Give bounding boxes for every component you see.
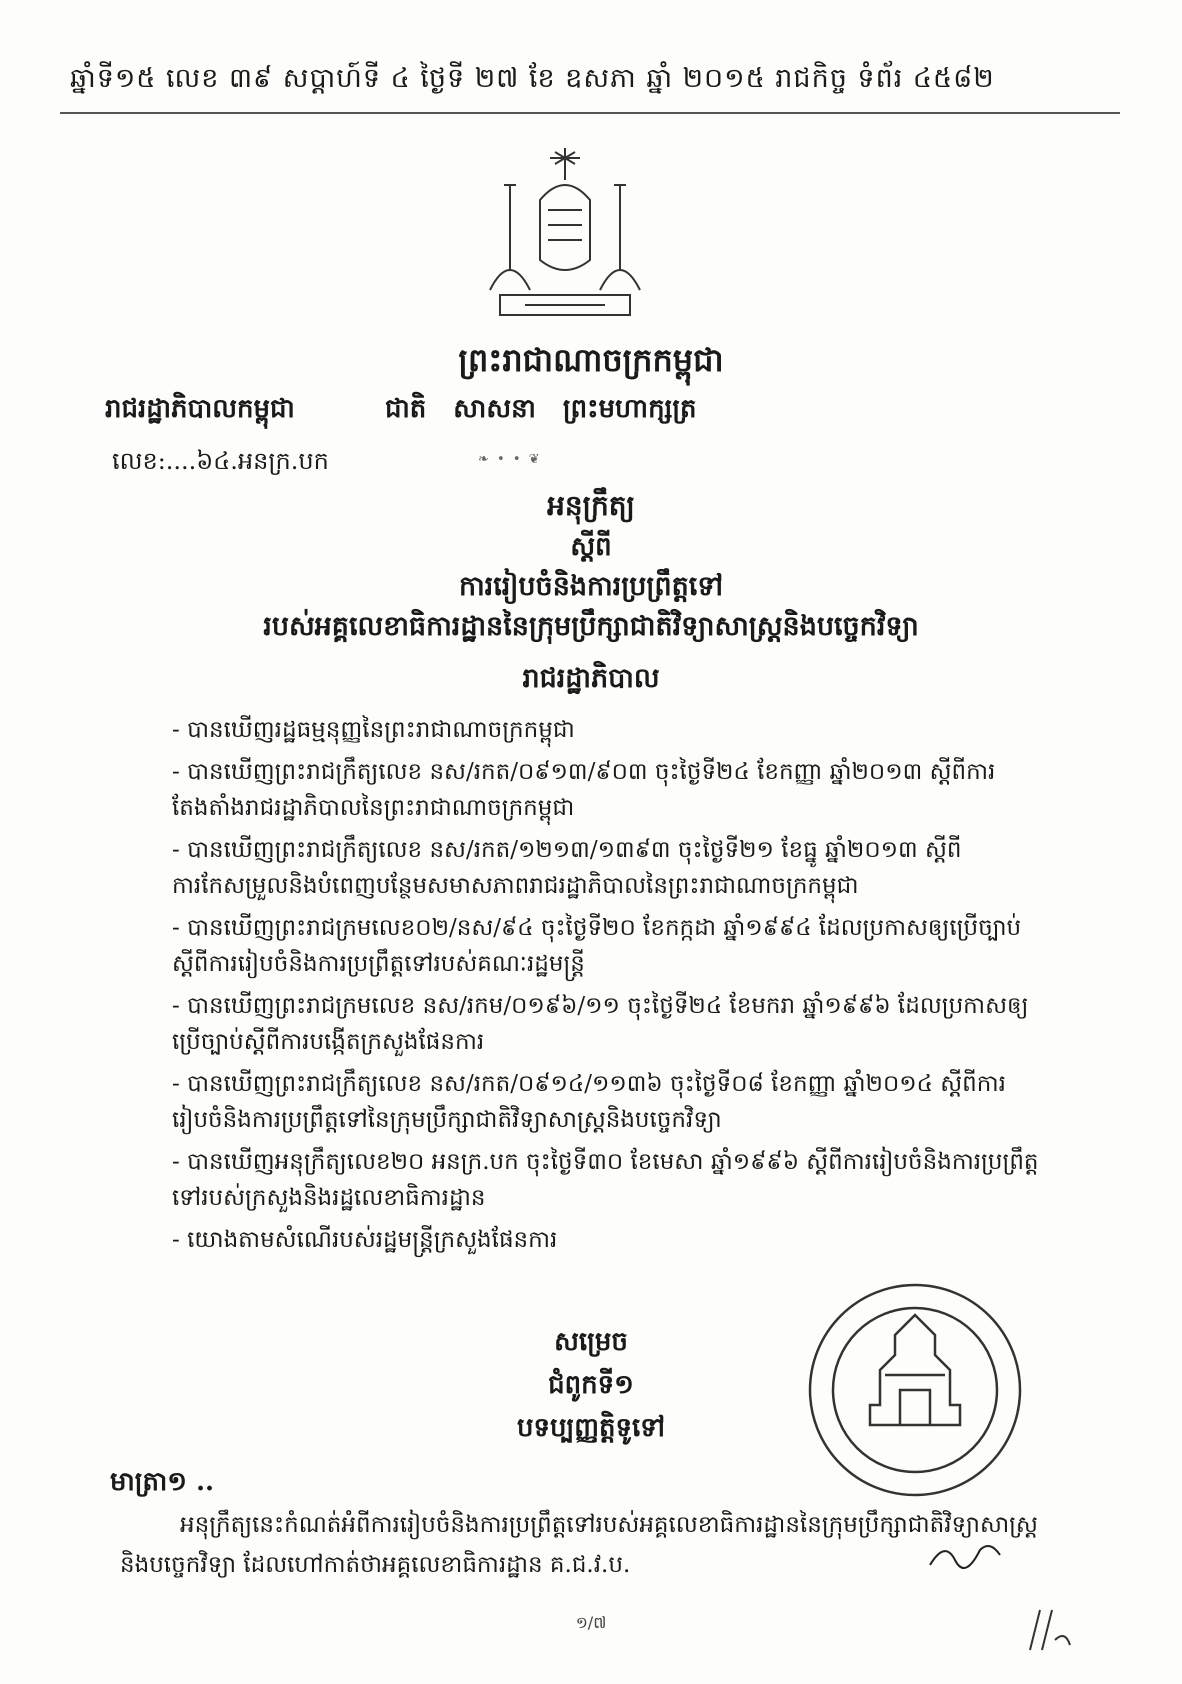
page-number: ១/៧ [575,1613,607,1632]
gazette-header: ឆ្នាំទី១៥ លេខ ៣៩ សប្ដាហ៍ទី ៤ ថ្ងៃទី ២៧ ខែ ឧសភា ឆ្នាំ ២០១៥ រាជកិច្ច ទំព័រ ៤៥៨២ [70,63,995,94]
kingdom-name: ព្រះរាជាណាចក្រកម្ពុជា [458,341,724,379]
handwritten-initials-icon [1020,1600,1080,1660]
decision-heading: សម្រេច [554,1327,628,1357]
recital-item: - បានឃើញព្រះរាជក្រឹត្យលេខ នស/រកត/០៩១៣/៩០៣ ចុះថ្ងៃទី២៤ ខែកញ្ញា ឆ្នាំ២០១៣ ស្តីពីការតែងតាំងរាជរដ្ឋាភិបាលនៃព្រះរាជាណាចក្រកម្ពុជា [172,759,996,821]
official-seal-icon [800,1275,1030,1505]
subject-line-1: ការរៀបចំនិងការប្រព្រឹត្តទៅ [458,571,724,602]
article-label: មាត្រា១ .. [110,1467,215,1497]
recitals-list [172,712,1052,1264]
recital-item: - បានឃើញអនុក្រឹត្យលេខ២០ អនក្រ.បក ចុះថ្ងៃទី៣០ ខែមេសា ឆ្នាំ១៩៩៦ ស្តីពីការរៀបចំនិងការប្រព្រឹត្តទៅរបស់ក្រសួងនិងរដ្ឋលេខាធិការដ្ឋាន [172,1149,1039,1211]
document-type: អនុក្រឹត្យ [547,489,635,522]
recital-item: - បានឃើញព្រះរាជក្រមលេខ នស/រកម/០១៩៦/១១ ចុះថ្ងៃទី២៤ ខែមករា ឆ្នាំ១៩៩៦ ដែលប្រកាសឲ្យប្រើច្បាប់ស្តីពីការបង្កើតក្រសួងផែនការ [172,993,1029,1055]
recital-item: - បានឃើញព្រះរាជក្រឹត្យលេខ នស/រកត/១២១៣/១៣៩៣ ចុះថ្ងៃទី២១ ខែធ្នូ ឆ្នាំ២០១៣ ស្តីពីការកែសម្រួលនិងបំពេញបន្ថែមសមាសភាពរាជរដ្ឋាភិបាលនៃព្រះរាជាណាចក្រកម្ពុជា [172,837,962,899]
issuing-government: រាជរដ្ឋាភិបាលកម្ពុជា [105,394,295,424]
issuer: រាជរដ្ឋាភិបាល [522,663,660,694]
chapter-title: បទប្បញ្ញត្តិទូទៅ [516,1413,666,1443]
ornament-divider: ❧ • • ❦ [478,452,542,467]
article-text: អនុក្រឹត្យនេះកំណត់អំពីការរៀបចំនិងការប្រព្រឹត្តទៅរបស់អគ្គលេខាធិការដ្ឋាននៃក្រុមប្រឹក្សាជាតិវិទ្យាសាស្ត្រនិងបច្ចេកវិទ្យា ដែលហៅកាត់ថាអគ្គលេខាធិការដ្ឋាន គ.ជ.វ.ប. [120,1512,1038,1578]
subject-line-2: របស់អគ្គលេខាធិការដ្ឋាននៃក្រុមប្រឹក្សាជាតិវិទ្យាសាស្ត្រនិងបច្ចេកវិទ្យា [263,611,919,642]
recital-item: - បានឃើញរដ្ឋធម្មនុញ្ញនៃព្រះរាជាណាចក្រកម្ពុជា [172,717,575,743]
about-label: ស្ដីពី [570,532,612,562]
recital-item: - បានឃើញព្រះរាជក្រឹត្យលេខ នស/រកត/០៩១៤/១១៣៦ ចុះថ្ងៃទី០៨ ខែកញ្ញា ឆ្នាំ២០១៤ ស្តីពីការរៀបចំនិងការប្រព្រឹត្តទៅនៃក្រុមប្រឹក្សាជាតិវិទ្យាសាស្ត្រនិងបច្ចេកវិទ្យា [172,1071,1006,1133]
reference-number: លេខ:....៦៤.អនក្រ.បក [112,447,329,475]
header-divider [60,112,1120,114]
recital-item: - យោងតាមសំណើរបស់រដ្ឋមន្ត្រីក្រសួងផែនការ [172,1227,558,1253]
recital-item: - បានឃើញព្រះរាជក្រមលេខ០២/នស/៩៤ ចុះថ្ងៃទី២០ ខែកក្កដា ឆ្នាំ១៩៩៤ ដែលប្រកាសឲ្យប្រើច្បាប់ស្តីពីការរៀបចំនិងការប្រព្រឹត្តទៅរបស់គណៈរដ្ឋមន្ត្រី [172,915,1022,977]
national-motto: ជាតិ សាសនា ព្រះមហាក្សត្រ [385,394,697,424]
signature-icon [925,1535,1005,1575]
chapter-heading: ជំពូកទី១ [548,1370,634,1400]
royal-coat-of-arms-icon [470,140,660,330]
